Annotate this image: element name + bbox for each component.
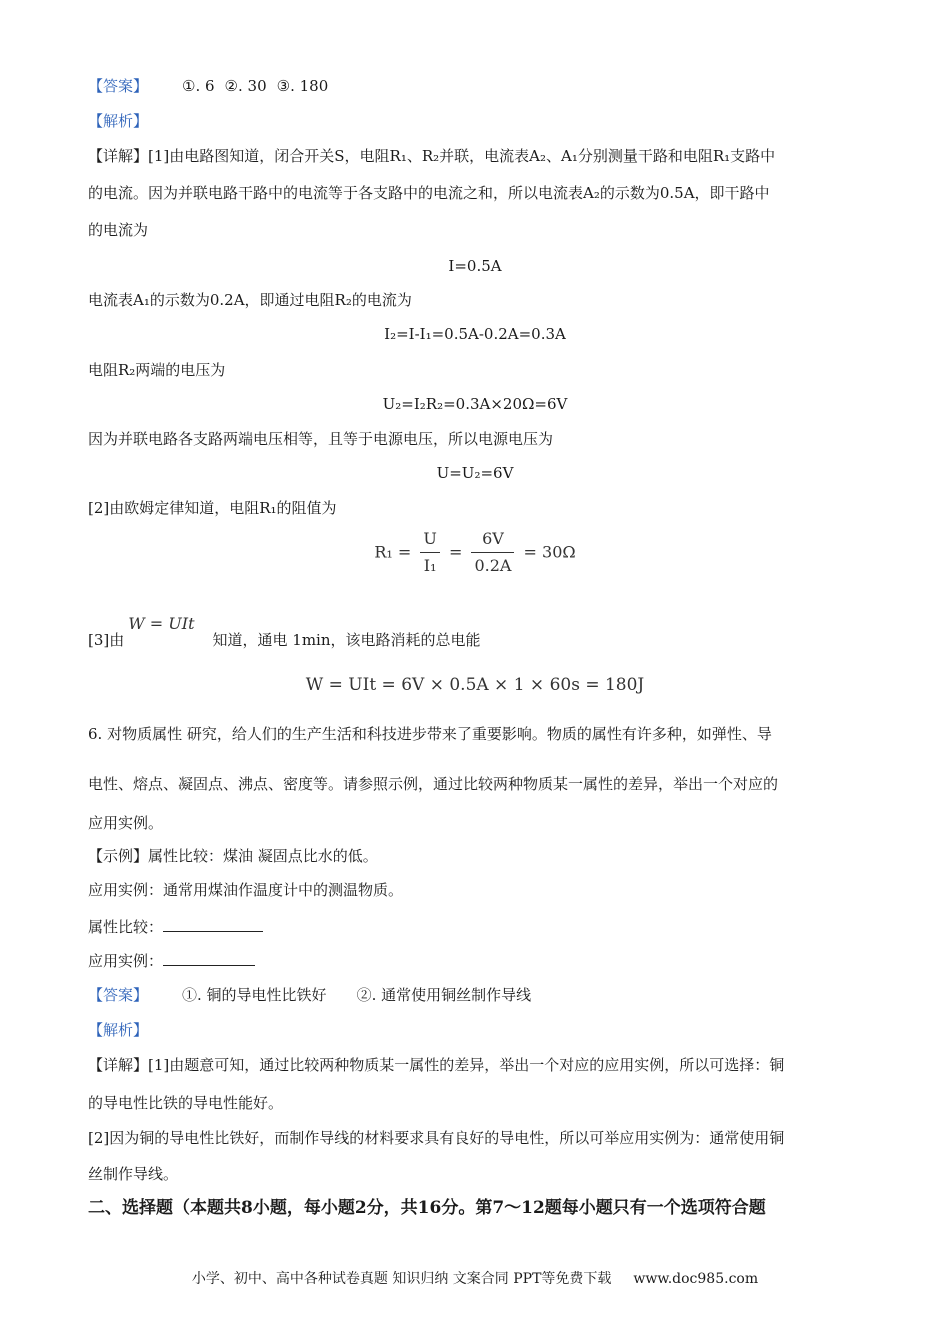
section-heading: 二、选择题（本题共8小题，每小题2分，共16分。第7～12题每小题只有一个选项符合题 (88, 1198, 766, 1218)
paragraph-energy (88, 614, 481, 650)
q6-example-line (88, 846, 378, 866)
example-tag: 【示例】 (88, 847, 149, 865)
fraction-6V-over-0.2A (471, 528, 514, 577)
equation-W: W = UIt = 6V × 0.5A × 1 × 60s = 180J (305, 675, 645, 695)
analysis-tag: 【解析】 (88, 1021, 149, 1039)
answer-tag: 【答案】 (88, 986, 149, 1004)
detail-text-1: [1]由电路图知道，闭合开关S，电阻R₁、R₂并联，电流表A₂、A₁分别测量干路和电阻R₁支路中 (148, 147, 776, 165)
fraction-denominator: 0.2A (474, 556, 512, 575)
q6-fill-application (88, 950, 255, 971)
equation-I: I=0.5A (448, 257, 502, 275)
q6-stem-line-3: 应用实例。 (88, 814, 164, 832)
fraction-numerator: 6V (471, 528, 514, 553)
detail-text-1: [1]由题意可知，通过比较两种物质某一属性的差异，举出一个对应的应用实例，所以可选择：铜 (148, 1056, 785, 1074)
q6-answer-line (88, 985, 531, 1005)
energy-post: 知道，通电 1min，该电路消耗的总电能 (212, 631, 481, 649)
answer-2: ②. 通常使用铜丝制作导线 (356, 986, 532, 1004)
equation-R1 (0, 528, 950, 577)
q6-example-application: 应用实例：通常用煤油作温度计中的测温物质。 (88, 881, 404, 899)
equation-I2: I₂=I-I₁=0.5A-0.2A=0.3A (384, 325, 566, 343)
detail-tag: 【详解】 (88, 1056, 149, 1074)
detail-tag: 【详解】 (88, 147, 149, 165)
paragraph-voltage-R2: 电阻R₂两端的电压为 (88, 361, 226, 379)
q6-stem-line-1: 6. 对物质属性 研究，给人们的生产生活和科技进步带来了重要影响。物质的属性有许多种，如弹性、导 (88, 725, 772, 743)
q5-answer-line (88, 76, 328, 96)
analysis-tag: 【解析】 (88, 112, 149, 130)
paragraph-current-A1: 电流表A₁的示数为0.2A，即通过电阻R₂的电流为 (88, 291, 412, 309)
page-footer (0, 1269, 950, 1289)
equation-U: U=U₂=6V (436, 464, 514, 482)
example-text: 属性比较：煤油 凝固点比水的低。 (148, 847, 378, 865)
detail-line-2: 的电流。因为并联电路干路中的电流等于各支路中的电流之和，所以电流表A₂的示数为0.5A，即干路中 (88, 184, 770, 202)
fraction-denominator: I₁ (423, 556, 437, 575)
answer-2: ②. 30 (224, 77, 267, 95)
fraction-numerator: U (420, 528, 439, 553)
answer-1: ①. 铜的导电性比铁好 (182, 986, 327, 1004)
footer-url[interactable]: www.doc985.com (633, 1271, 759, 1287)
q6-fill-property (88, 916, 263, 937)
fill-label-application: 应用实例： (88, 952, 164, 970)
equals-sign: = (448, 542, 463, 562)
paragraph-source-voltage: 因为并联电路各支路两端电压相等，且等于电源电压，所以电源电压为 (88, 430, 554, 448)
blank-application[interactable] (163, 950, 255, 966)
answer-1: ①. 6 (182, 77, 215, 95)
answer-3: ③. 180 (276, 77, 329, 95)
equation-R1-rhs: = 30Ω (523, 542, 576, 562)
q6-detail-line-2: 的导电性比铁的导电性能好。 (88, 1094, 284, 1112)
q6-detail-line-1 (88, 1055, 784, 1075)
energy-pre: [3]由 (88, 631, 125, 649)
detail-line-3: 的电流为 (88, 221, 149, 239)
detail-line-1 (88, 146, 775, 166)
paragraph-ohm-law: [2]由欧姆定律知道，电阻R₁的阻值为 (88, 499, 337, 517)
answer-tag: 【答案】 (88, 77, 149, 95)
equation-R1-lhs: R₁ = (374, 542, 412, 562)
formula-W-UIt: W = UIt (128, 614, 195, 633)
q6-detail-line-4: 丝制作导线。 (88, 1165, 179, 1183)
blank-property[interactable] (163, 916, 263, 932)
fill-label-property: 属性比较： (88, 918, 164, 936)
q6-stem-line-2: 电性、熔点、凝固点、沸点、密度等。请参照示例，通过比较两种物质某一属性的差异，举出一个对应的 (88, 775, 779, 793)
equation-U2: U₂=I₂R₂=0.3A×20Ω=6V (382, 395, 568, 413)
q6-detail-line-3: [2]因为铜的导电性比铁好，而制作导线的材料要求具有良好的导电性，所以可举应用实例为：通常使用铜 (88, 1129, 785, 1147)
fraction-U-over-I1 (420, 528, 439, 577)
footer-text: 小学、初中、高中各种试卷真题 知识归纳 文案合同 PPT等免费下载 (191, 1271, 612, 1287)
